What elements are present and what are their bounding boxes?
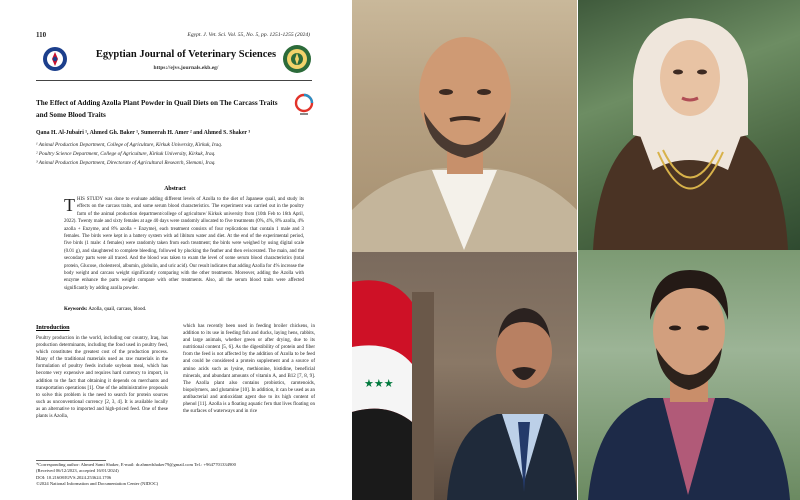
footnote-received: (Received 06/12/2023, accepted 16/01/2024) [36, 468, 119, 474]
keywords-value: Azolla, quail, carcass, blood. [88, 307, 147, 312]
affiliation-2: ² Poultry Science Department, College of Agriculture, Kirkuk University, Kirkuk, Iraq. [36, 151, 216, 157]
keywords-line [64, 307, 304, 312]
page-number: 110 [36, 31, 47, 39]
introduction-heading: Introduction [36, 324, 70, 331]
author-photo-2 [578, 0, 800, 250]
affiliation-1: ¹ Animal Production Department, College of Agriculture, Kirkuk University, Kirkuk, Iraq. [36, 142, 223, 148]
introduction-column-1: Poultry production in the world, including our country, Iraq, has production determinants, including the food used in poultry feed, which constitutes the greatest cost of the production process. Many of the traditional materials used as raw materials in the formulation of poultry feeds include soybean meal, which has become very expensive and requires hard currency to import, in addition to the fact that obtaining it depends on merchants and transportation operations [1]. One of the administrative proposals to solve this problem is the need to search for protein sources such as unconventional currency [2, 3, 4]. It is available locally as an alternative to imported and high-priced feed. One of these plants is Azolla, [36, 336, 168, 420]
footnote-copyright: ©2024 National Information and Documentation Center (NIDOC) [36, 480, 159, 486]
footnote-rule [36, 460, 106, 461]
journal-emblem-icon [42, 46, 68, 72]
abstract-body: HIS STUDY was done to evaluate adding different levels of Azolla to the diet of Japanese quail, and study its effects on the carcass traits, and some serum blood characteristics. The experiment was carried out in the poultry farm of the animal production department/college of agriculture/ Kirkuk university from (10th Feb to 16th April, 2022). Twenty male and sixty females at age 40 days were randomly allocated to five treatments (0%, 4%, 8% azolla, 4% azolla + Enzyme, and 8% azolla + Enzyme), each treatment consists of four replications that contain 1 male and 3 females. The birds were kept in a battery system with ad libitum water and diet. At the end of the experimental period, five birds (1 male: 4 females) were randomly taken from each treatment; the birds were weighed by using digital scale (0.01 g), and slaughtered to complete bleeding, followed by plucking the feather and then eviscerated. The main, and the secondary parts were all traced. And the blood was taken to exam the level of some serum blood characteristics (total protein, Glucose, cholesterol, albumin, globulin, and uric acid). Our result indicates that adding Azolla for 4% increase the body weight and carcass weight significantly comparing with the other treatments. Moreover, adding the Azolla with enzyme enhance the parts weight compare with other treatments. Also, all the serum blood traits were affected significantly by adding azolla powder. [64, 197, 304, 291]
article-authors: Qana H. Al-Jubairi ¹, Ahmed Gh. Baker ¹, Sumeerah H. Amer ² and Ahmed S. Shaker ³ [36, 130, 251, 136]
abstract-dropcap: T [64, 195, 75, 215]
portrait-man-with-flag-image [352, 252, 577, 500]
author-photo-1 [352, 0, 577, 252]
portrait-bald-man-image [352, 0, 577, 252]
affiliation-3: ³ Animal Production Department, Directorate of Agricultural Research, Slemani, Iraq. [36, 160, 216, 166]
journal-article-page [0, 0, 350, 500]
page-citation: Egypt. J. Vet. Sci. Vol. 55, No. 5, pp. 1251-1255 (2024) [187, 32, 310, 38]
abstract-heading: Abstract [164, 186, 186, 192]
journal-name: Egyptian Journal of Veterinary Sciences [95, 49, 277, 60]
footnote [36, 462, 316, 487]
header-rule [36, 80, 312, 81]
journal-url[interactable]: https://ejvs.journals.ekb.eg/ [153, 65, 219, 71]
keywords-label: Keywords: [64, 307, 88, 312]
author-photo-3 [352, 252, 577, 500]
abstract-text [64, 196, 304, 292]
author-photo-4 [578, 250, 800, 500]
article-title: The Effect of Adding Azolla Plant Powder in Quail Diets on The Carcass Traits and Some Blood Traits [36, 99, 278, 119]
crossmark-icon[interactable] [291, 92, 317, 118]
footnote-corresponding: *Corresponding author: Ahmed Sami Shaker, E-mail: dr.ahmedshaker79@gmail.com Tel.: +9647701334900 [36, 462, 236, 467]
portrait-woman-hijab-image [578, 0, 800, 250]
footnote-doi: DOI: 10.21608/EJVS.2024.253624.1706 [36, 474, 112, 480]
svg-text:★★★: ★★★ [364, 377, 394, 390]
faculty-seal-icon [282, 44, 312, 74]
portrait-man-navy-suit-image [578, 250, 800, 500]
introduction-column-2: which has recently been used in feeding broiler chickens, in addition to its use in feeding fish and ducks, laying hens, rabbits, and large animals, whether green or after drying, due to its nutritional content [5, 6]. As the digestibility of protein and fiber from the feed is not affected by the addition of Azolla to be feed and could be considered a protein supplement and a source of amino acids such as lysine, methionine, histidine, beneficial minerals, and abundant amounts of vitamin A, and B12 [7, 8, 9]. The Azolla plant also contains probiotics, carotenoids, biopolymers, and glutamine [10]. In addition, it can be used as an antibacterial and antioxidant agent due to its high content of phenol [11]. Azolla is a floating aquatic fern that lives floating on the surfaces of waterways and in rice [183, 324, 315, 415]
